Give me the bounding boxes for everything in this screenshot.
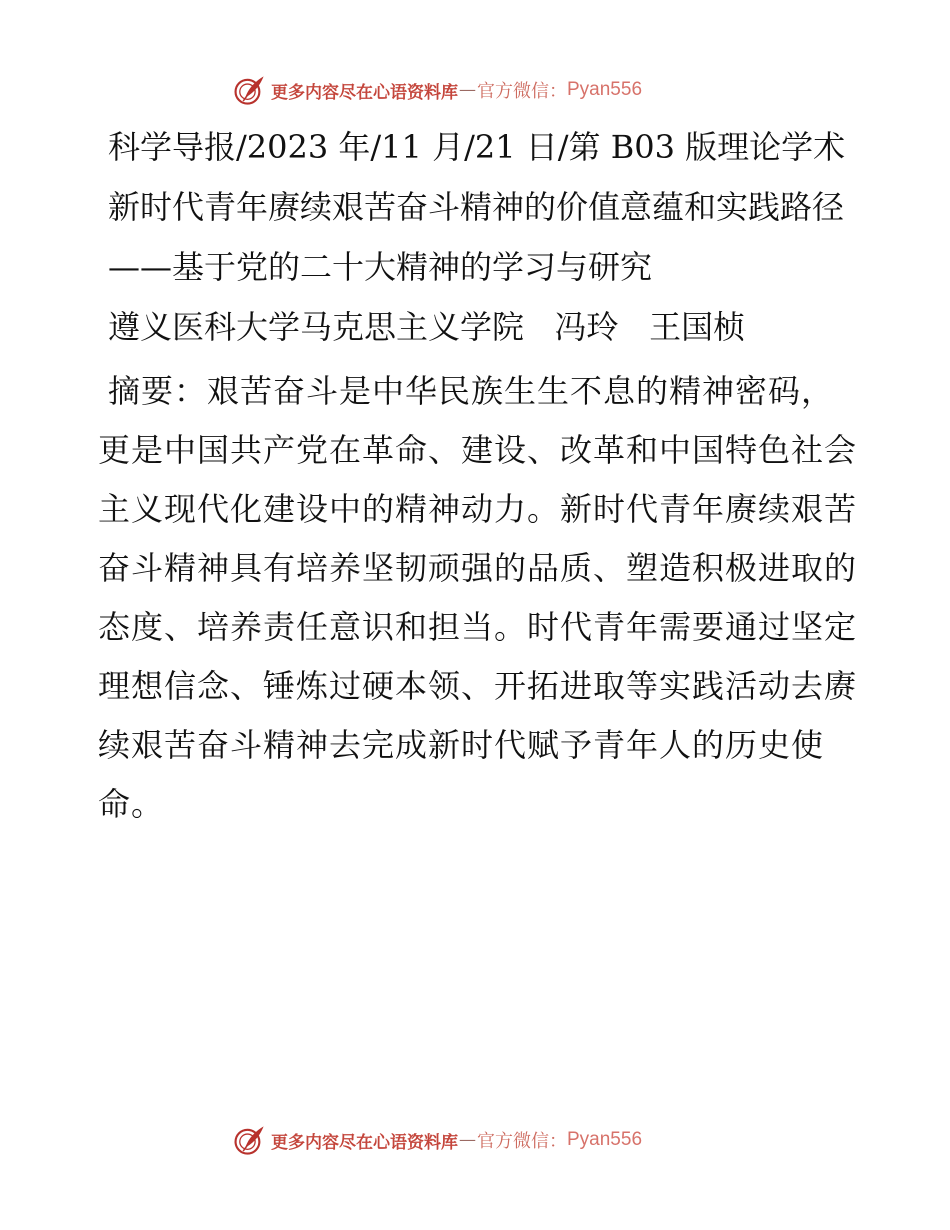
feather-pen-logo-icon (233, 1123, 267, 1157)
author-name: 冯玲 (554, 308, 619, 346)
watermark-wechat-label: 官方微信： (477, 81, 567, 102)
watermark-wechat-label: 官方微信： (477, 1131, 567, 1152)
author-name: 王国桢 (649, 308, 746, 346)
watermark-header (233, 72, 642, 108)
watermark-site-text: 更多内容尽在心语资料库 (271, 82, 458, 103)
document-body (98, 122, 858, 844)
watermark-dash: — (459, 1130, 476, 1150)
article-subtitle: ——基于党的二十大精神的学习与研究 (108, 248, 653, 286)
affiliation: 遵义医科大学马克思主义学院 (108, 308, 525, 346)
abstract: 摘要：艰苦奋斗是中华民族生生不息的精神密码，更是中国共产党在革命、建设、改革和中国特色社会主义现代化建设中的精神动力。新时代青年赓续艰苦奋斗精神具有培养坚韧顽强的品质、塑造积极进取的态度、培养责任意识和担当。时代青年需要通过坚定理想信念、锤炼过硬本领、开拓进取等实践活动去赓续艰苦奋斗精神去完成新时代赋予青年人的历史使命。 (98, 372, 858, 823)
watermark-footer (233, 1122, 642, 1158)
watermark-site-text: 更多内容尽在心语资料库 (271, 1132, 458, 1153)
watermark-wechat-id: Pyan556 (567, 79, 643, 100)
source-line: 科学导报/2023 年/11 月/21 日/第 B03 版理论学术 (108, 128, 846, 166)
feather-pen-logo-icon (233, 73, 267, 107)
article-title: 新时代青年赓续艰苦奋斗精神的价值意蕴和实践路径 (108, 188, 845, 226)
watermark-wechat-id: Pyan556 (567, 1129, 643, 1150)
author-line (98, 302, 858, 352)
watermark-dash: — (459, 80, 476, 100)
